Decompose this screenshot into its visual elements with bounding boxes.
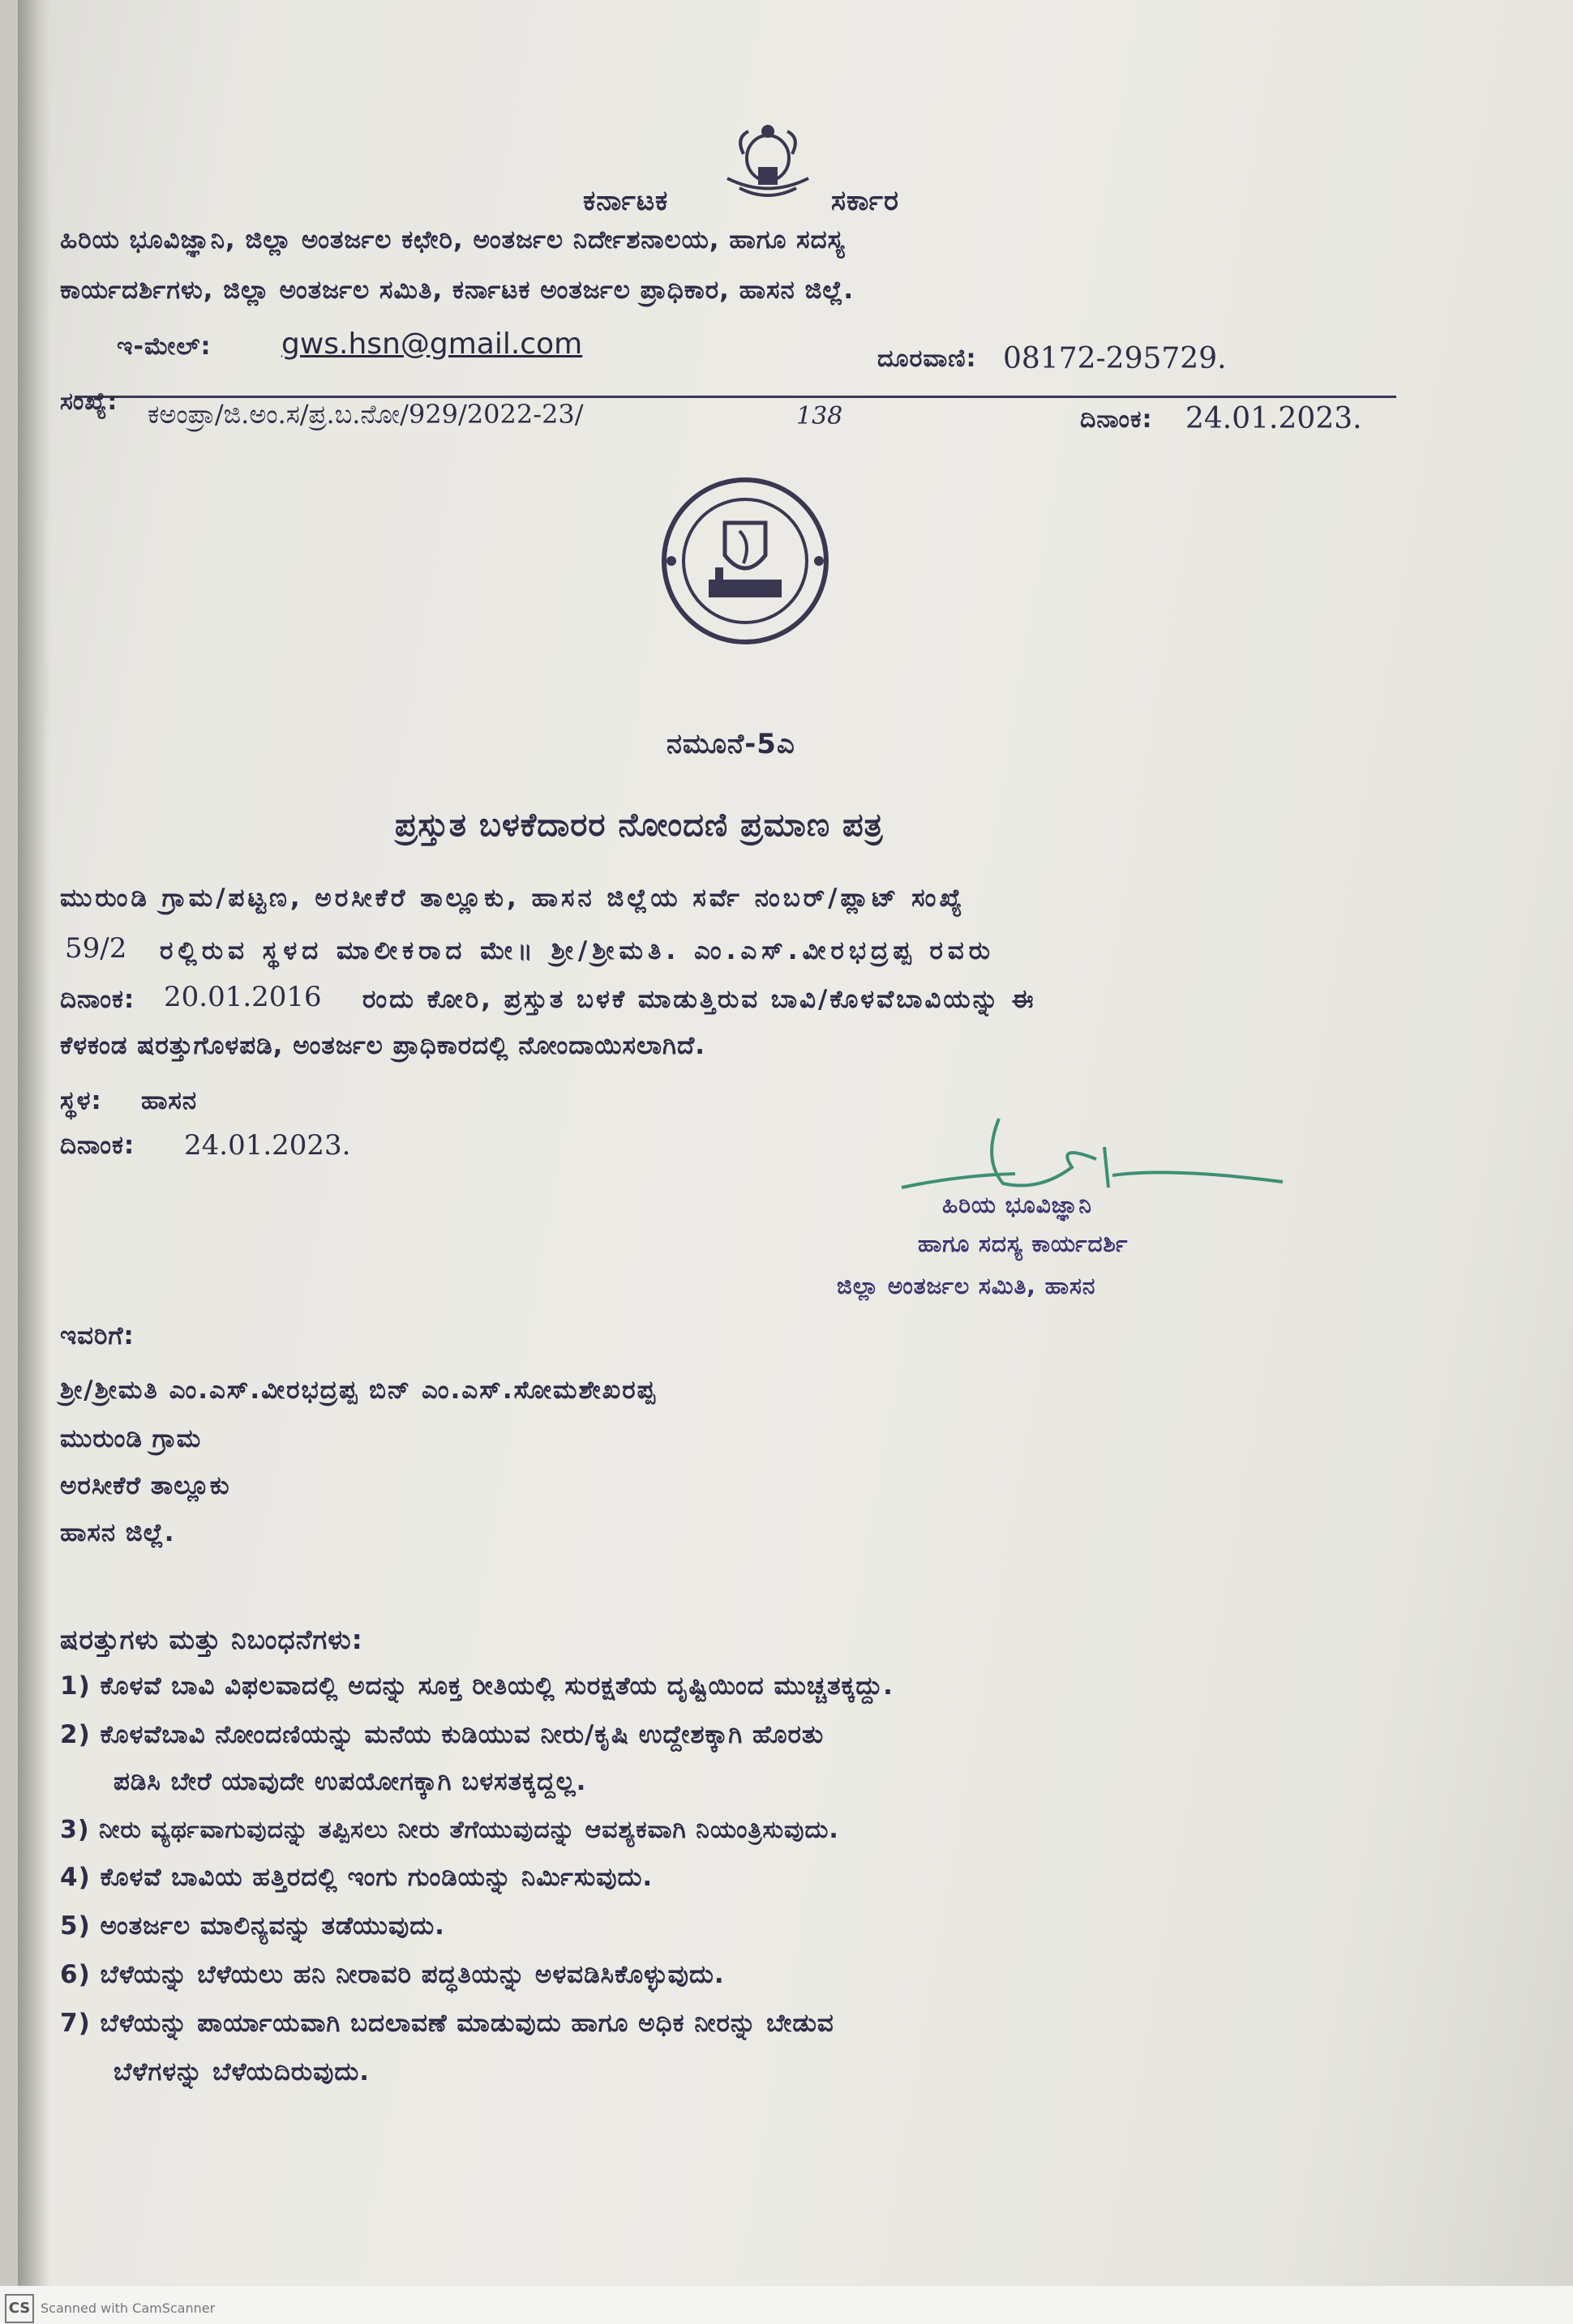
recipient-label: ಇವರಿಗೆ: xyxy=(60,1321,135,1350)
recipient-line-4: ಹಾಸನ ಜಿಲ್ಲೆ. xyxy=(60,1518,175,1547)
body-line-4: ಕೆಳಕಂಡ ಷರತ್ತುಗೊಳಪಡಿ, ಅಂತರ್ಜಲ ಪ್ರಾಧಿಕಾರದಲ್ಲಿ ನೋಂದಾಯಿಸಲಾಗಿದೆ. xyxy=(60,1031,706,1060)
office-line-1: ಹಿರಿಯ ಭೂವಿಜ್ಞಾನಿ, ಜಿಲ್ಲಾ ಅಂತರ್ಜಲ ಕಛೇರಿ, ಅಂತರ್ಜಲ ನಿರ್ದೇಶನಾಲಯ, ಹಾಗೂ ಸದಸ್ಯ xyxy=(60,225,846,255)
header-rule xyxy=(75,396,1396,398)
gov-right-label: ಸರ್ಕಾರ xyxy=(831,185,899,217)
recipient-line-1: ಶ್ರೀ/ಶ್ರೀಮತಿ ಎಂ.ಎಸ್.ವೀರಭದ್ರಪ್ಪ ಬಿನ್ ಎಂ.ಎಸ್.ಸೋಮಶೇಖರಪ್ಪ xyxy=(60,1376,657,1405)
karnataka-emblem-icon xyxy=(711,122,825,211)
phone-number: 08172-295729. xyxy=(1003,342,1227,375)
condition-item: ಪಡಿಸಿ ಬೇರೆ ಯಾವುದೇ ಉಪಯೋಗಕ್ಕಾಗಿ ಬಳಸತಕ್ಕದ್ದಲ್ಲ. xyxy=(114,1767,587,1796)
conditions-heading: ಷರತ್ತುಗಳು ಮತ್ತು ನಿಬಂಧನೆಗಳು: xyxy=(60,1624,363,1655)
groundwater-authority-seal-icon xyxy=(658,474,833,648)
form-title: ಪ್ರಸ್ತುತ ಬಳಕೆದಾರರ ನೋಂದಣಿ ಪ್ರಮಾಣ ಪತ್ರ xyxy=(395,807,884,844)
condition-item: 4) ಕೊಳವೆ ಬಾವಿಯ ಹತ್ತಿರದಲ್ಲಿ ಇಂಗು ಗುಂಡಿಯನ್ನು ನಿರ್ಮಿಸುವುದು. xyxy=(60,1863,654,1892)
issue-date: 24.01.2023. xyxy=(184,1129,351,1162)
scanner-footer xyxy=(0,2286,1573,2324)
email-link[interactable]: gws.hsn@gmail.com xyxy=(281,327,583,361)
place-value: ಹಾಸನ xyxy=(141,1086,198,1115)
ref-date: 24.01.2023. xyxy=(1185,402,1362,435)
condition-item: 2) ಕೊಳವೆಬಾವಿ ನೋಂದಣಿಯನ್ನು ಮನೆಯ ಕುಡಿಯುವ ನೀರು/ಕೃಷಿ ಉದ್ದೇಶಕ್ಕಾಗಿ ಹೊರತು xyxy=(60,1720,825,1749)
document-page xyxy=(18,0,1573,2286)
survey-number: 59/2 xyxy=(65,932,127,965)
body-date-label: ದಿನಾಂಕ: xyxy=(60,985,135,1014)
body-line-3: ರಂದು ಕೋರಿ, ಪ್ರಸ್ತುತ ಬಳಕೆ ಮಾಡುತ್ತಿರುವ ಬಾವಿ/ಕೊಳವೆಬಾವಿಯನ್ನು ಈ xyxy=(362,985,1036,1014)
stamp-line-2: ಹಾಗೂ ಸದಸ್ಯ ಕಾರ್ಯದರ್ಶಿ xyxy=(918,1230,1129,1257)
condition-item: ಬೆಳೆಗಳನ್ನು ಬೆಳೆಯದಿರುವುದು. xyxy=(114,2057,371,2086)
recipient-line-3: ಅರಸೀಕೆರೆ ತಾಲ್ಲೂಕು xyxy=(60,1471,230,1500)
body-date: 20.01.2016 xyxy=(164,981,322,1013)
form-number: ನಮೂನೆ-5ಎ xyxy=(666,728,795,760)
stamp-line-1: ಹಿರಿಯ ಭೂವಿಜ್ಞಾನಿ xyxy=(942,1192,1092,1218)
ref-date-label: ದಿನಾಂಕ: xyxy=(1080,405,1153,434)
ref-number: ಕಅಂಪ್ರಾ/ಜಿ.ಅಂ.ಸ/ಪ್ರ.ಬ.ನೋ/929/2022-23/ xyxy=(148,399,584,430)
condition-item: 7) ಬೆಳೆಯನ್ನು ಪಾರ್ಯಾಯವಾಗಿ ಬದಲಾವಣೆ ಮಾಡುವುದು ಹಾಗೂ ಅಧಿಕ ನೀರನ್ನು ಬೇಡುವ xyxy=(60,2009,834,2038)
scanner-watermark-text: Scanned with CamScanner xyxy=(41,2300,216,2316)
signature-icon xyxy=(902,1119,1283,1188)
ref-suffix: 138 xyxy=(796,402,843,430)
place-label: ಸ್ಥಳ: xyxy=(60,1086,102,1115)
condition-item: 6) ಬೆಳೆಯನ್ನು ಬೆಳೆಯಲು ಹನಿ ನೀರಾವರಿ ಪದ್ಧತಿಯನ್ನು ಅಳವಡಿಸಿಕೊಳ್ಳುವುದು. xyxy=(60,1960,725,1989)
email-label: ಇ-ಮೇಲ್: xyxy=(117,332,212,361)
body-line-2: ರಲ್ಲಿರುವ ಸ್ಥಳದ ಮಾಲೀಕರಾದ ಮೇ॥ ಶ್ರೀ/ಶ್ರೀಮತಿ. ಎಂ.ಎಸ್.ವೀರಭದ್ರಪ್ಪ ರವರು xyxy=(160,936,996,965)
stamp-line-3: ಜಿಲ್ಲಾ ಅಂತರ್ಜಲ ಸಮಿತಿ, ಹಾಸನ xyxy=(837,1273,1096,1299)
camscanner-logo-icon: CS xyxy=(5,2294,34,2323)
binder-shadow xyxy=(18,0,50,2286)
issue-date-label: ದಿನಾಂಕ: xyxy=(60,1131,135,1160)
ref-label: ಸಂಖ್ಯೆ: xyxy=(60,387,118,416)
condition-item: 1) ಕೊಳವೆ ಬಾವಿ ವಿಫಲವಾದಲ್ಲಿ ಅದನ್ನು ಸೂಕ್ತ ರೀತಿಯಲ್ಲಿ ಸುರಕ್ಷತೆಯ ದೃಷ್ಟಿಯಿಂದ ಮುಚ್ಚತಕ್ಕದ್ದು. xyxy=(60,1671,894,1701)
office-line-2: ಕಾರ್ಯದರ್ಶಿಗಳು, ಜಿಲ್ಲಾ ಅಂತರ್ಜಲ ಸಮಿತಿ, ಕರ್ನಾಟಕ ಅಂತರ್ಜಲ ಪ್ರಾಧಿಕಾರ, ಹಾಸನ ಜಿಲ್ಲೆ. xyxy=(60,276,855,305)
condition-item: 5) ಅಂತರ್ಜಲ ಮಾಲಿನ್ಯವನ್ನು ತಡೆಯುವುದು. xyxy=(60,1911,445,1941)
gov-left-label: ಕರ್ನಾಟಕ xyxy=(583,185,669,217)
body-line-1: ಮುರುಂಡಿ ಗ್ರಾಮ/ಪಟ್ಟಣ, ಅರಸೀಕೆರೆ ತಾಲ್ಲೂಕು, ಹಾಸನ ಜಿಲ್ಲೆಯ ಸರ್ವೆ ನಂಬರ್/ಪ್ಲಾಟ್ ಸಂಖ್ಯೆ xyxy=(60,884,966,913)
phone-label: ದೂರವಾಣಿ: xyxy=(877,345,977,373)
signature-stamp xyxy=(829,1111,1412,1337)
condition-item: 3) ನೀರು ವ್ಯರ್ಥವಾಗುವುದನ್ನು ತಪ್ಪಿಸಲು ನೀರು ತೆಗೆಯುವುದನ್ನು ಆವಶ್ಯಕವಾಗಿ ನಿಯಂತ್ರಿಸುವುದು. xyxy=(60,1816,839,1844)
recipient-line-2: ಮುರುಂಡಿ ಗ್ರಾಮ xyxy=(60,1424,202,1453)
